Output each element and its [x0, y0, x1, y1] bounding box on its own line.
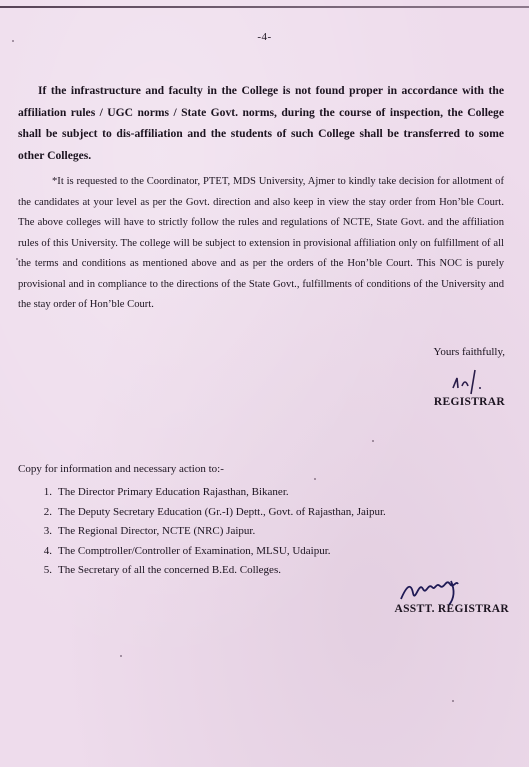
list-item-text: The Director Primary Education Rajasthan, Bikaner.	[58, 486, 289, 498]
list-item	[18, 545, 498, 565]
list-item-number: 2.	[43, 505, 52, 518]
list-item-number: 4.	[43, 544, 52, 557]
coordinator-request-paragraph: *It is requested to the Coordinator, PTET, MDS University, Ajmer to kindly take decision for allotment of the candidates at your level as per the Govt. direction and also keep in view the stay order from Hon’ble Court. The above colleges will have to strictly follow the rules and regulations of NCTE, State Govt. and the affiliation rules of this University. The college will be subject to extension in provisional affiliation only on fulfillment of all the terms and conditions as mentioned above and as per the orders of the Hon’ble Court. This NOC is purely provisional and in compliance to the directions of the State Govt., fulfillments of conditions of the University and the stay order of Hon’ble Court.	[18, 176, 504, 310]
list-item-text: The Deputy Secretary Education (Gr.-I) Deptt., Govt. of Rajasthan, Jaipur.	[58, 505, 386, 518]
list-item-text: The Comptroller/Controller of Examination, MLSU, Udaipur.	[58, 544, 331, 557]
asst-registrar-title: ASSTT. REGISTRAR	[394, 603, 509, 615]
closing-salutation: Yours faithfully,	[433, 346, 505, 358]
copy-recipient-list	[18, 486, 498, 584]
list-item	[18, 486, 498, 506]
list-item	[18, 525, 498, 545]
list-item-number: 1.	[43, 486, 52, 498]
scan-speck	[452, 700, 454, 702]
list-item-number: 3.	[43, 525, 52, 537]
top-edge-rule	[0, 6, 529, 8]
copy-intro: Copy for information and necessary action to:-	[18, 463, 224, 475]
list-item-text: The Secretary of all the concerned B.Ed. Colleges.	[58, 564, 281, 576]
page-number: -4-	[257, 31, 272, 43]
scan-speck	[372, 440, 374, 442]
registrar-title: REGISTRAR	[433, 396, 505, 408]
registrar-signature-block	[433, 346, 505, 408]
list-item-number: 5.	[43, 564, 52, 576]
scan-speck	[314, 478, 316, 480]
list-item	[18, 506, 498, 526]
list-item-text: The Regional Director, NCTE (NRC) Jaipur.	[58, 525, 256, 537]
registrar-signature	[435, 366, 505, 396]
asst-registrar-signature-block	[391, 575, 509, 615]
affiliation-warning-paragraph: If the infrastructure and faculty in the College is not found proper in accordance with the affiliation rules / UGC norms / State Govt. norms, during the course of inspection, the College shall be subject to dis-affiliation and the students of such College shall be transferred to some other Colleges.	[18, 84, 504, 162]
scan-speck	[120, 655, 122, 657]
